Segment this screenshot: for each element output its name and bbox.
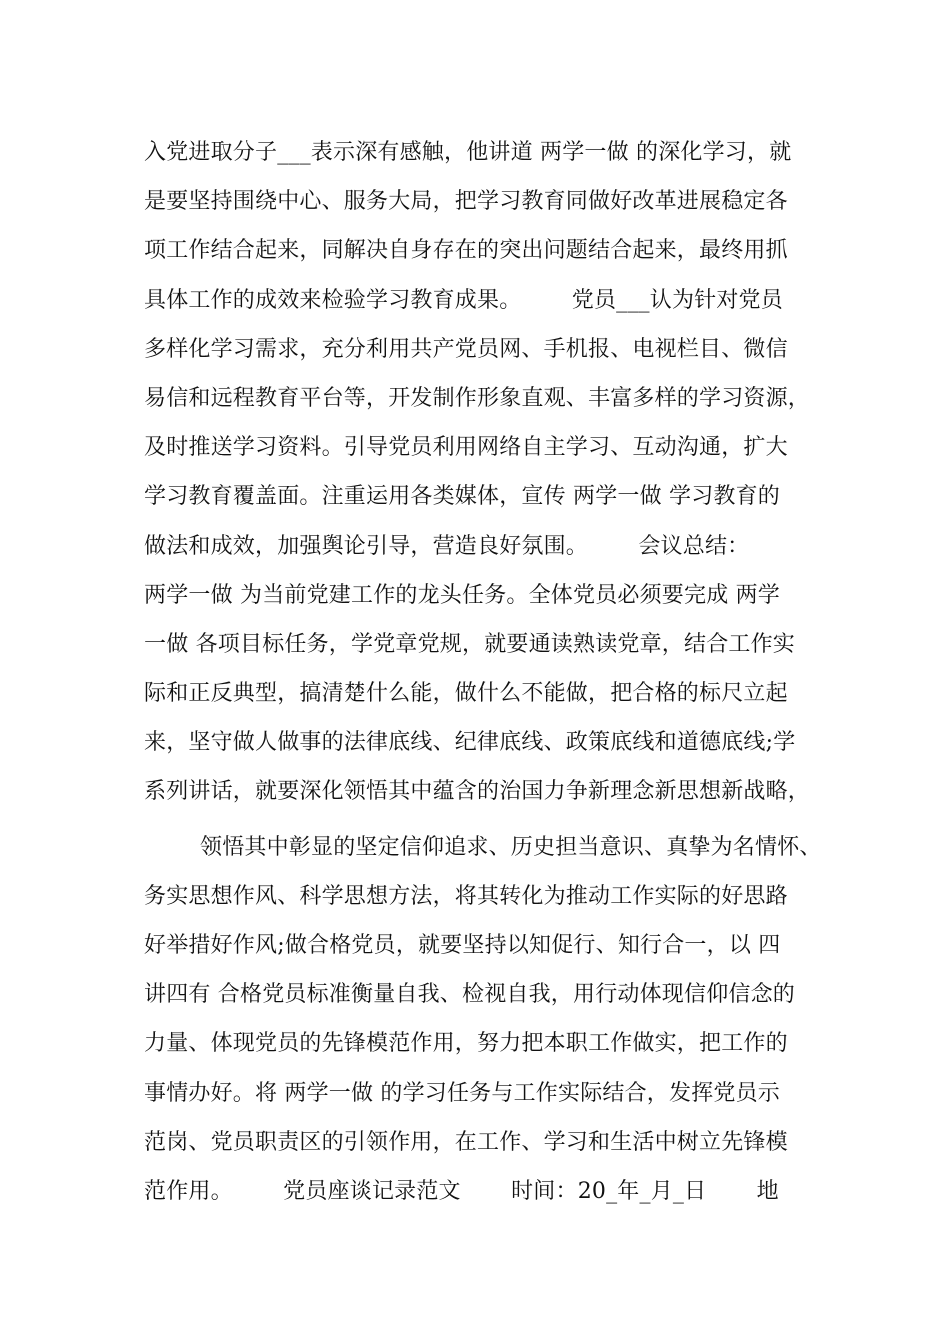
text-line: 范作用。 党员座谈记录范文 时间：20_年_月_日 地 bbox=[144, 1178, 779, 1204]
text-line: 易信和远程教育平台等，开发制作形象直观、丰富多样的学习资源， bbox=[144, 385, 811, 411]
text-line: 入党进取分子___表示深有感触，他讲道 两学一做 的深化学习，就 bbox=[144, 140, 792, 165]
text-line: 多样化学习需求，充分利用共产党员网、手机报、电视栏目、微信 bbox=[144, 336, 788, 362]
paragraph-1 bbox=[144, 128, 814, 817]
text-line: 务实思想作风、科学思想方法，将其转化为推动工作实际的好思路 bbox=[144, 883, 788, 909]
text-line: 好举措好作风;做合格党员，就要坚持以知促行、知行合一，以 四 bbox=[144, 933, 781, 958]
text-line: 项工作结合起来，同解决自身存在的突出问题结合起来，最终用抓 bbox=[144, 238, 788, 264]
text-line: 一做 各项目标任务，学党章党规，就要通读熟读党章，结合工作实 bbox=[144, 631, 795, 657]
text-line: 范岗、党员职责区的引领作用，在工作、学习和生活中树立先锋模 bbox=[144, 1129, 788, 1155]
text-line: 是要坚持围绕中心、服务大局，把学习教育同做好改革进展稳定各 bbox=[144, 189, 788, 215]
text-line: 讲四有 合格党员标准衡量自我、检视自我，用行动体现信仰信念的 bbox=[144, 982, 795, 1008]
text-line: 力量、体现党员的先锋模范作用，努力把本职工作做实，把工作的 bbox=[144, 1031, 788, 1057]
text-line: 具体工作的成效来检验学习教育成果。 党员___认为针对党员 bbox=[144, 287, 783, 313]
paragraph-2 bbox=[144, 823, 822, 1217]
text-line: 事情办好。将 两学一做 的学习任务与工作实际结合，发挥党员示 bbox=[144, 1080, 780, 1106]
text-line: 两学一做 为当前党建工作的龙头任务。全体党员必须要完成 两学 bbox=[144, 582, 780, 608]
text-line: 学习教育覆盖面。注重运用各类媒体，宣传 两学一做 学习教育的 bbox=[144, 484, 780, 510]
text-line: 及时推送学习资料。引导党员利用网络自主学习、互动沟通，扩大 bbox=[144, 435, 788, 461]
document-body bbox=[144, 128, 822, 1216]
text-line: 来，坚守做人做事的法律底线、纪律底线、政策底线和道德底线;学 bbox=[144, 730, 796, 756]
text-line: 领悟其中彰显的坚定信仰追求、历史担当意识、真挚为名情怀、 bbox=[200, 834, 822, 860]
text-line: 系列讲话，就要深化领悟其中蕴含的治国力争新理念新思想新战略， bbox=[144, 779, 811, 805]
text-line: 做法和成效，加强舆论引导，营造良好氛围。 会议总结： bbox=[144, 533, 750, 559]
text-line: 际和正反典型，搞清楚什么能，做什么不能做，把合格的标尺立起 bbox=[144, 681, 788, 707]
